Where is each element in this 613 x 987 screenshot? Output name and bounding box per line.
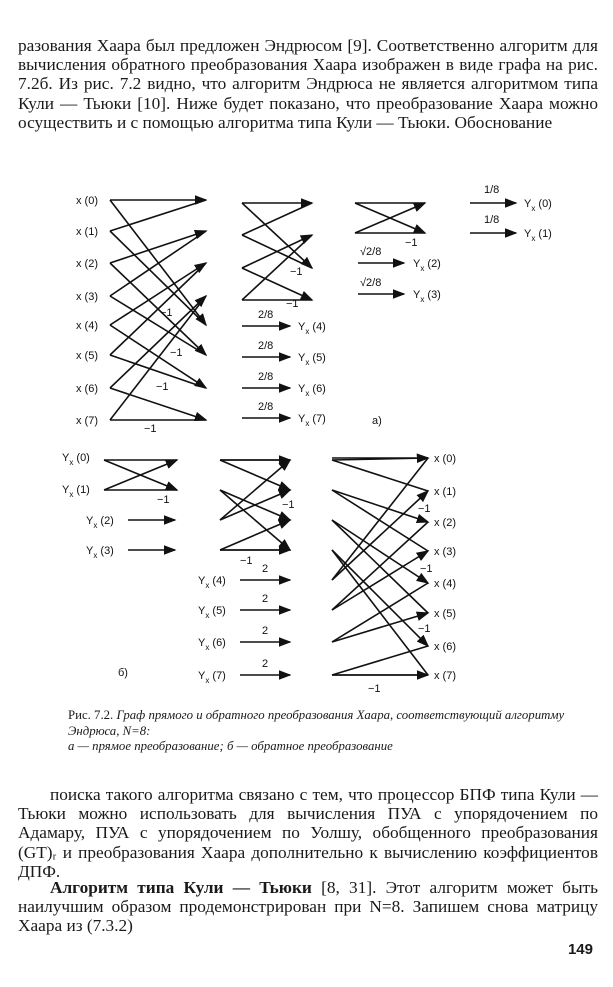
output-x-label-3: x (3) xyxy=(434,546,456,558)
output-x-label-0: x (0) xyxy=(434,453,456,465)
a-w28-3: 2/8 xyxy=(258,401,274,413)
b-s3-d-1 xyxy=(332,551,428,610)
a-y-label-2: $Y_x$ (2) xyxy=(413,258,441,273)
b-s3-c-3 xyxy=(332,646,428,675)
output-x-label-7: x (7) xyxy=(434,670,456,682)
a-s2-diff-0 xyxy=(242,203,312,268)
b-y-label-4: $Y_x$ (4) xyxy=(198,575,226,590)
figure-caption xyxy=(68,708,588,755)
a-s1-diff-0 xyxy=(110,200,206,325)
b-s3-a-1 xyxy=(332,490,428,522)
a-s1-diff-2 xyxy=(110,325,206,388)
b-s1-weight: −1 xyxy=(157,494,170,506)
a-w18-0: 1/8 xyxy=(484,184,500,196)
a-s1-sum2-1 xyxy=(110,231,206,296)
output-x-label-1: x (1) xyxy=(434,486,456,498)
input-x-label-7: x (7) xyxy=(76,415,98,427)
b-w2-0: 2 xyxy=(262,563,269,575)
a-y-label-0: $Y_x$ (0) xyxy=(524,198,552,213)
a-s1-sum2-0 xyxy=(110,200,206,231)
a-s1-sum2-3 xyxy=(110,296,206,420)
input-x-label-4: x (4) xyxy=(76,320,98,332)
b-w2-1: 2 xyxy=(262,593,269,605)
a-s1-diff2-1 xyxy=(110,296,206,355)
b-s2-b-0 xyxy=(220,460,290,490)
b-s3-b-3 xyxy=(332,550,428,675)
a-y-label-6: $Y_x$ (6) xyxy=(298,383,326,398)
a-w28-1: 2/8 xyxy=(258,340,274,352)
a-s1-w4: −1 xyxy=(144,423,157,435)
a-s2-w2: −1 xyxy=(286,298,299,310)
b-s2-w2: −1 xyxy=(240,555,253,567)
b-w2-3: 2 xyxy=(262,658,269,670)
paragraph-bottom: поиска такого алгоритма связано с тем, что процессор БПФ типа Кули — Тьюки можно использовать для вычисления ПУА с упорядочением по Адамару, ПУА с упорядочением по Уолшу, обобщенного преобразования (GT)ᵣ и преобразования Хаара дополнительно к вычислению коэффициентов ДПФ. xyxy=(18,785,598,881)
input-x-label-6: x (6) xyxy=(76,383,98,395)
b-y-label-6: $Y_x$ (6) xyxy=(198,637,226,652)
b-s3-b-1 xyxy=(332,490,428,551)
page-number: 149 xyxy=(567,941,593,958)
panel-b-label: б) xyxy=(118,667,128,679)
a-s1-sum-1 xyxy=(110,231,206,263)
output-x-label-6: x (6) xyxy=(434,641,456,653)
b-s2-w1: −1 xyxy=(282,499,295,511)
a-w28-0: 2/8 xyxy=(258,309,274,321)
b-s2-b-1 xyxy=(220,490,290,550)
input-x-label-3: x (3) xyxy=(76,291,98,303)
caption-title: Рис. 7.2. xyxy=(68,708,114,722)
input-x-label-0: x (0) xyxy=(76,195,98,207)
b-s3-w1: −1 xyxy=(418,503,431,515)
a-y-label-7: $Y_x$ (7) xyxy=(298,413,326,428)
b-s3-w3: −1 xyxy=(418,623,431,635)
b-y-label-1: $Y_x$ (1) xyxy=(62,484,90,499)
b-y-label-5: $Y_x$ (5) xyxy=(198,605,226,620)
a-y-label-4: $Y_x$ (4) xyxy=(298,321,326,336)
paragraph-top: разования Хаара был предложен Эндрюсом [9]. Соответственно алгоритм для вычисления обратного преобразования Хаара изображен в виде графа на рис. 7.2б. Из рис. 7.2 видно, что алгоритм Эндрюса не является алгоритмом типа Кули — Тьюки [10]. Ниже будет показано, что преобразование Хаара можно осуществить и с помощью алгоритма типа Кули — Тьюки. Обоснование xyxy=(18,36,598,132)
a-s3-weight: −1 xyxy=(405,237,418,249)
input-x-label-5: x (5) xyxy=(76,350,98,362)
output-x-label-5: x (5) xyxy=(434,608,456,620)
a-s2-w1: −1 xyxy=(290,266,303,278)
a-y-label-3: $Y_x$ (3) xyxy=(413,289,441,304)
a-wsqrt-0: √2/8 xyxy=(360,246,382,258)
section-text: [8, 31]. Этот алгоритм может быть наилучшим образом продемонстрирован при N=8. Запишем снова матрицу Хаара из (7.3.2) xyxy=(18,878,598,936)
a-w28-2: 2/8 xyxy=(258,371,274,383)
b-s2-c-1 xyxy=(220,520,290,550)
a-s1-w1: −1 xyxy=(160,307,173,319)
b-y-label-0: $Y_x$ (0) xyxy=(62,452,90,467)
caption-legend: а — прямое преобразование; б — обратное преобразование xyxy=(68,739,393,754)
b-y-label-7: $Y_x$ (7) xyxy=(198,670,226,685)
panel-a-label: а) xyxy=(372,415,382,427)
output-x-label-2: x (2) xyxy=(434,517,456,529)
section-paragraph xyxy=(18,878,598,936)
a-s2-sum2-0 xyxy=(242,203,312,235)
input-x-label-1: x (1) xyxy=(76,226,98,238)
b-y-label-3: $Y_x$ (3) xyxy=(86,545,114,560)
a-s1-w3: −1 xyxy=(156,381,169,393)
b-w2-2: 2 xyxy=(262,625,269,637)
b-y-label-2: $Y_x$ (2) xyxy=(86,515,114,530)
section-heading: Алгоритм типа Кули — Тьюки xyxy=(50,878,312,897)
a-y-label-1: $Y_x$ (1) xyxy=(524,228,552,243)
b-s3-d-2 xyxy=(332,613,428,642)
b-s2-c-0 xyxy=(220,460,290,520)
a-w18-1: 1/8 xyxy=(484,214,500,226)
a-y-label-5: $Y_x$ (5) xyxy=(298,352,326,367)
input-x-label-2: x (2) xyxy=(76,258,98,270)
a-wsqrt-1: √2/8 xyxy=(360,277,382,289)
output-x-label-4: x (4) xyxy=(434,578,456,590)
a-s1-w2: −1 xyxy=(170,347,183,359)
b-s3-w4: −1 xyxy=(368,683,381,695)
caption-text: Граф прямого и обратного преобразования Хаара, соответствующий алгоритму Эндрюса, N=8: xyxy=(68,708,565,738)
b-s3-w2: −1 xyxy=(420,563,433,575)
b-s3-a-2 xyxy=(332,520,428,583)
